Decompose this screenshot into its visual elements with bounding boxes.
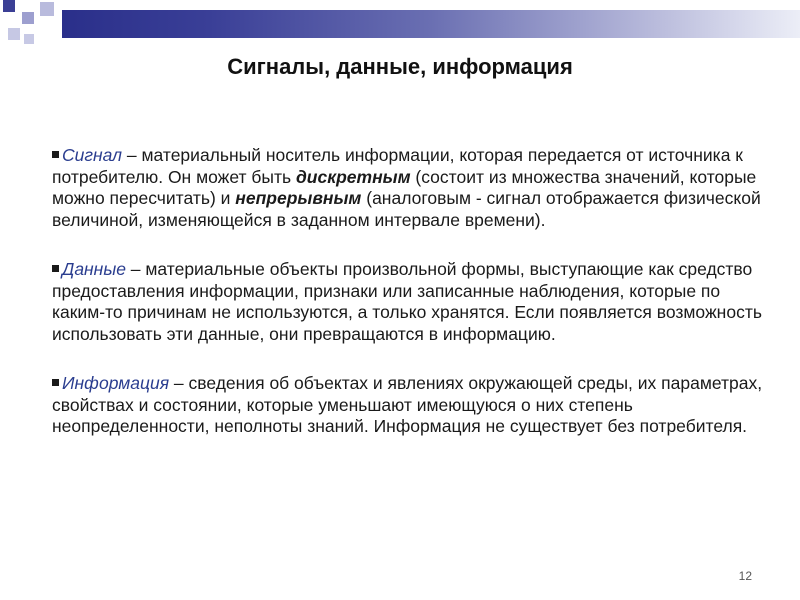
definition-text: (состоит из множества значений, которые можно пересчитать) и	[52, 166, 757, 208]
definition-data	[52, 259, 777, 345]
definition-signal	[52, 145, 777, 231]
definition-text: (аналоговым - сигнал отображается физической величиной, изменяющейся в заданном интервале времени).	[52, 188, 761, 230]
definition-text: – материальный носитель информации, которая передается от источника к потребителю. Он может быть	[52, 145, 743, 187]
bullet-icon	[52, 265, 59, 272]
definition-information	[52, 373, 777, 438]
slide-content	[52, 145, 777, 466]
bullet-icon	[52, 151, 59, 158]
term-label: Данные	[62, 259, 126, 279]
bullet-icon	[52, 379, 59, 386]
page-number: 12	[738, 569, 752, 583]
slide-title: Сигналы, данные, информация	[227, 54, 573, 79]
decor-square	[3, 0, 15, 12]
definition-text: – материальные объекты произвольной формы, выступающие как средство предоставления информации, признаки или записанные наблюдения, которые по каким-то причинам не используются, а только хранятся. Если появляется возможность использовать эти данные, они превращаются в информацию.	[52, 259, 762, 344]
header-gradient-bar	[62, 10, 800, 38]
decor-square	[24, 34, 34, 44]
term-label: Сигнал	[62, 145, 123, 165]
emphasis-text: дискретным	[295, 166, 411, 187]
decor-square	[40, 2, 54, 16]
decor-square	[22, 12, 34, 24]
decor-square	[8, 28, 20, 40]
definition-text: – сведения об объектах и явлениях окружающей среды, их параметрах, свойствах и состоянии, которые уменьшают имеющуюся о них степень неопределенности, неполноты знаний. Информация не существует без потребителя.	[52, 373, 763, 436]
term-label: Информация	[62, 373, 170, 393]
emphasis-text: непрерывным	[235, 188, 362, 208]
